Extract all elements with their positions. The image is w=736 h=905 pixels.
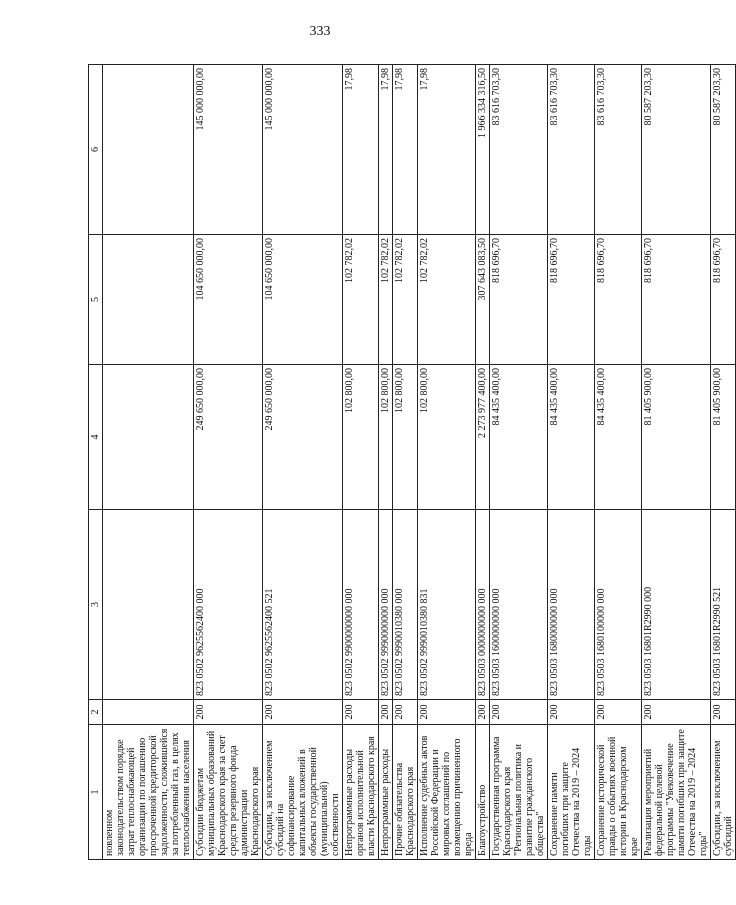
row-code-cell: 200	[418, 700, 476, 725]
table-row	[476, 65, 490, 860]
row-kbk-cell: 823 0502 9625562400 000	[194, 510, 263, 700]
rotated-table-frame	[88, 65, 734, 860]
row-code-cell: 200	[194, 700, 263, 725]
row-code-cell: 200	[379, 700, 393, 725]
row-kbk-cell: 823 0502 9990010380 831	[418, 510, 476, 700]
row-sum-plan-cell	[103, 365, 194, 510]
row-sum-change-cell: 818 696,70	[548, 235, 595, 365]
table-row	[263, 65, 343, 860]
row-sum-plan-cell: 102 800,00	[379, 365, 393, 510]
row-sum-total-cell	[103, 65, 194, 235]
row-sum-plan-cell: 102 800,00	[393, 365, 418, 510]
row-sum-total-cell: 17,98	[343, 65, 379, 235]
row-sum-plan-cell: 2 273 977 400,00	[476, 365, 490, 510]
row-sum-total-cell: 1 966 334 316,50	[476, 65, 490, 235]
row-sum-change-cell: 818 696,70	[642, 235, 711, 365]
column-header: 4	[89, 365, 103, 510]
table-row	[379, 65, 393, 860]
row-sum-change-cell: 307 643 083,50	[476, 235, 490, 365]
table-row	[194, 65, 263, 860]
row-kbk-cell: 823 0503 1600000000 000	[490, 510, 548, 700]
row-sum-plan-cell: 249 650 000,00	[194, 365, 263, 510]
row-sum-change-cell: 102 782,02	[379, 235, 393, 365]
row-kbk-cell	[103, 510, 194, 700]
column-header: 6	[89, 65, 103, 235]
table-row	[642, 65, 711, 860]
table-row	[103, 65, 194, 860]
row-sum-total-cell: 145 000 000,00	[263, 65, 343, 235]
row-sum-plan-cell: 102 800,00	[343, 365, 379, 510]
row-code-cell: 200	[393, 700, 418, 725]
row-code-cell: 200	[263, 700, 343, 725]
row-sum-change-cell: 104 650 000,00	[194, 235, 263, 365]
row-kbk-cell: 823 0502 9990000000 000	[379, 510, 393, 700]
row-sum-total-cell: 145 000 000,00	[194, 65, 263, 235]
row-sum-change-cell: 818 696,70	[490, 235, 548, 365]
table-row	[393, 65, 418, 860]
row-kbk-cell: 823 0503 0000000000 000	[476, 510, 490, 700]
row-name-cell: Прочие обязательства Краснодарского края	[393, 725, 418, 860]
table-row	[490, 65, 548, 860]
row-sum-plan-cell: 249 650 000,00	[263, 365, 343, 510]
row-sum-total-cell: 80 587 203,30	[711, 65, 736, 235]
row-name-cell: Сохранение памяти погибших при защите Отечества на 2019 – 2024 годы	[548, 725, 595, 860]
row-sum-plan-cell: 84 435 400,00	[595, 365, 642, 510]
row-code-cell: 200	[642, 700, 711, 725]
row-name-cell: Субсидии, за исключением субсидий на софинансирование капитальных вложений в объекты государственной (муниципальной) собственности	[263, 725, 343, 860]
row-sum-total-cell: 17,98	[418, 65, 476, 235]
row-name-cell: Благоустройство	[476, 725, 490, 860]
row-name-cell: Сохранение исторической правды о событиях военной истории в Краснодарском крае	[595, 725, 642, 860]
row-name-cell: новленном законодательством порядке затрат теплоснабжающей организации по погашению просроченной кредиторской задолженности, сложившейся за потребленный газ, в целях теплоснабжения населения	[103, 725, 194, 860]
row-sum-change-cell: 818 696,70	[711, 235, 736, 365]
column-header: 5	[89, 235, 103, 365]
row-code-cell: 200	[343, 700, 379, 725]
table-row	[711, 65, 736, 860]
row-sum-total-cell: 17,98	[393, 65, 418, 235]
row-sum-total-cell: 83 616 703,30	[595, 65, 642, 235]
column-header: 3	[89, 510, 103, 700]
row-sum-plan-cell: 81 405 900,00	[711, 365, 736, 510]
row-kbk-cell: 823 0503 16801R2990 000	[642, 510, 711, 700]
table-row	[343, 65, 379, 860]
row-sum-plan-cell: 102 800,00	[418, 365, 476, 510]
row-sum-total-cell: 17,98	[379, 65, 393, 235]
row-kbk-cell: 823 0502 9625562400 521	[263, 510, 343, 700]
row-name-cell: Субсидии бюджетам муниципальных образований Краснодарского края за счет средств резервного фонда администрации Краснодарского края	[194, 725, 263, 860]
row-sum-plan-cell: 84 435 400,00	[548, 365, 595, 510]
table-row	[595, 65, 642, 860]
row-name-cell: Непрограммные расходы органов исполнительной власти Краснодарского края	[343, 725, 379, 860]
row-code-cell: 200	[595, 700, 642, 725]
row-name-cell: Государственная программа Краснодарского края "Региональная политика и развитие гражданского общества"	[490, 725, 548, 860]
row-name-cell: Реализация мероприятий федеральной целевой программы "Увековечение памяти погибших при защите Отечества на 2019 – 2024 годы"	[642, 725, 711, 860]
row-kbk-cell: 823 0503 16801R2990 521	[711, 510, 736, 700]
row-sum-change-cell: 102 782,02	[343, 235, 379, 365]
row-sum-total-cell: 80 587 203,30	[642, 65, 711, 235]
row-sum-change-cell: 104 650 000,00	[263, 235, 343, 365]
row-kbk-cell: 823 0502 9900000000 000	[343, 510, 379, 700]
row-sum-change-cell: 102 782,02	[393, 235, 418, 365]
budget-table	[88, 64, 736, 860]
column-header: 1	[89, 725, 103, 860]
row-name-cell: Непрограммные расходы	[379, 725, 393, 860]
row-name-cell: Исполнение судебных актов Российской Федерации и мировых соглашений по возмещению причиненного вреда	[418, 725, 476, 860]
row-kbk-cell: 823 0502 9990010380 000	[393, 510, 418, 700]
row-sum-change-cell: 818 696,70	[595, 235, 642, 365]
row-sum-plan-cell: 81 405 900,00	[642, 365, 711, 510]
row-kbk-cell: 823 0503 1680000000 000	[548, 510, 595, 700]
row-code-cell: 200	[548, 700, 595, 725]
page-number: 333	[309, 24, 331, 39]
budget-table-body	[89, 65, 736, 860]
row-sum-change-cell: 102 782,02	[418, 235, 476, 365]
row-sum-total-cell: 83 616 703,30	[490, 65, 548, 235]
row-code-cell: 200	[476, 700, 490, 725]
row-sum-total-cell: 83 616 703,30	[548, 65, 595, 235]
row-code-cell: 200	[711, 700, 736, 725]
row-code-cell: 200	[490, 700, 548, 725]
row-sum-plan-cell: 84 435 400,00	[490, 365, 548, 510]
column-header: 2	[89, 700, 103, 725]
table-row	[548, 65, 595, 860]
table-header-row	[89, 65, 103, 860]
row-name-cell: Субсидии, за исключением субсидий	[711, 725, 736, 860]
row-code-cell	[103, 700, 194, 725]
row-kbk-cell: 823 0503 1680100000 000	[595, 510, 642, 700]
row-sum-change-cell	[103, 235, 194, 365]
table-row	[418, 65, 476, 860]
